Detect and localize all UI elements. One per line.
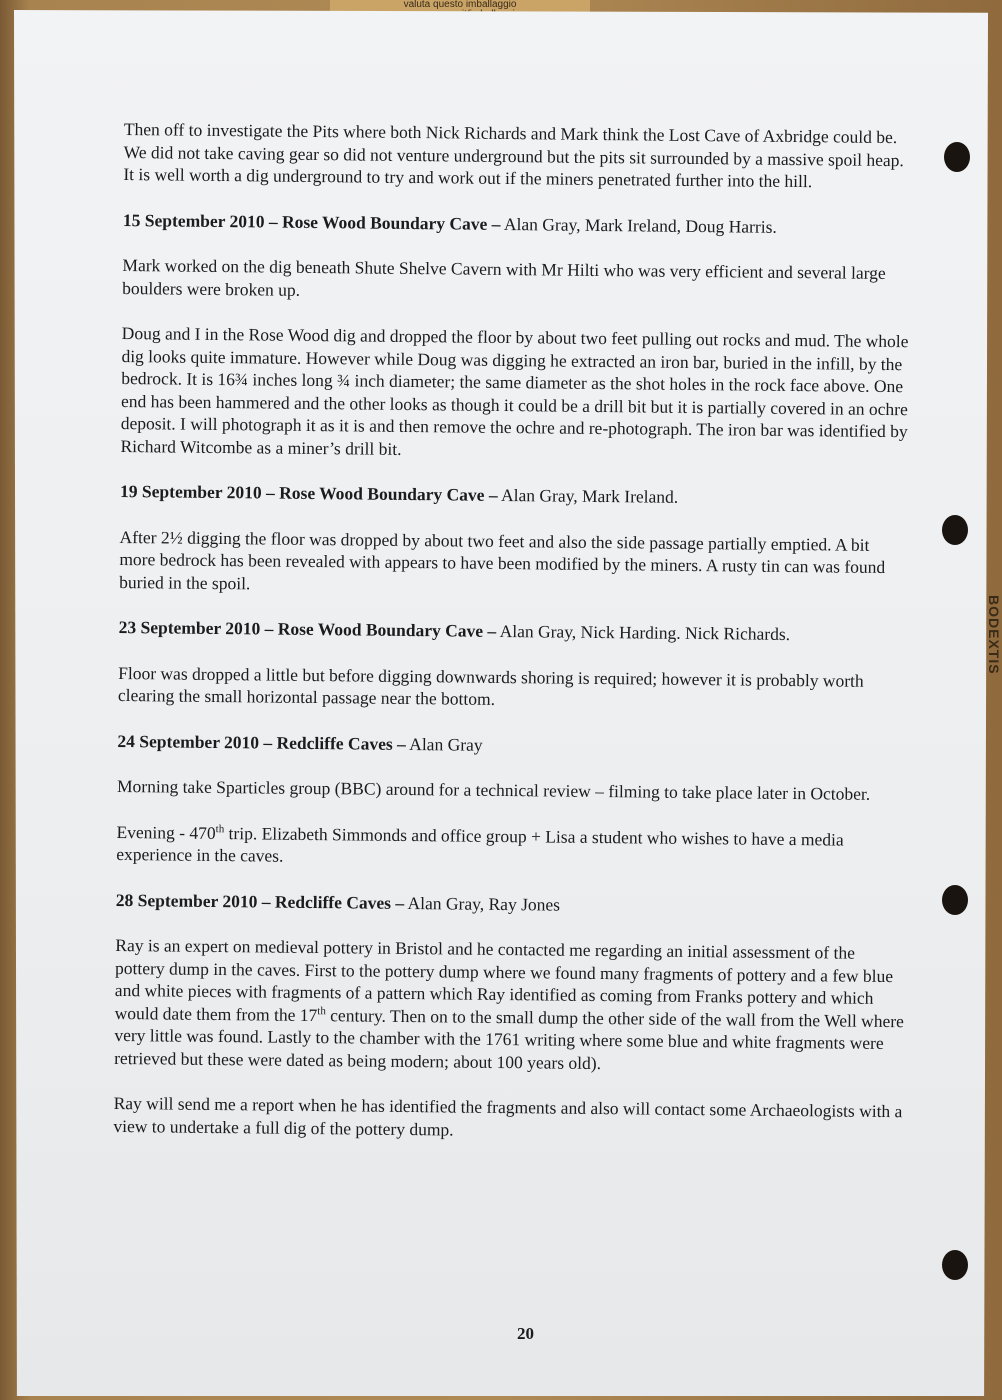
page-number: 20 bbox=[517, 1324, 534, 1343]
entry-people: Alan Gray bbox=[405, 733, 483, 755]
punch-hole-1 bbox=[944, 142, 970, 172]
punch-hole-4 bbox=[942, 1250, 968, 1280]
entry-paragraph: After 2½ digging the floor was dropped by about two feet and also the side passage partially emptied. A bit more bedrock has been revealed with appears to have been modified by the miners. A rusty tin can was found buried in the spoil. bbox=[119, 526, 886, 593]
entry-19-sept bbox=[119, 480, 910, 601]
evening-ordinal-suffix: th bbox=[215, 822, 225, 835]
evening-paragraph bbox=[116, 820, 906, 873]
entry-paragraph: Floor was dropped a little but before digging downwards shoring is required; however it is probably worth clearing the small horizontal passage near the bottom. bbox=[117, 662, 864, 709]
pottery-text-post: century. Then on to the small dump the other side of the wall from the Well where very little was found. Lastly to the chamber with the 1761 writing where some blue and white fragments were retrieved but these were dated as being modern; about 100 years old). bbox=[114, 1004, 904, 1073]
entry-people: Alan Gray, Mark Ireland. bbox=[497, 484, 679, 507]
entry-paragraph: Ray will send me a report when he has identified the fragments and also will contact some Archaeologists with a view to undertake a full dig of the pottery dump. bbox=[113, 1092, 903, 1140]
entry-people: Alan Gray, Mark Ireland, Doug Harris. bbox=[500, 213, 777, 237]
entry-people: Alan Gray, Ray Jones bbox=[404, 892, 561, 915]
intro-paragraph: Then off to investigate the Pits where both Nick Richards and Mark think the Lost Cave of Axbridge could be. We did not take caving gear so did not venture underground but the pits sit surrounded by a massive spoil heap. It is well worth a dig underground to try and work out if the miners penetrated further into the hill. bbox=[123, 118, 904, 192]
entry-heading bbox=[117, 729, 907, 760]
entry-date-site: 19 September 2010 – Rose Wood Boundary Cave – bbox=[119, 480, 498, 505]
entry-heading bbox=[119, 616, 909, 647]
entry-heading bbox=[120, 480, 910, 511]
entry-paragraph: Morning take Sparticles group (BBC) around for a technical review – filming to take place later in October. bbox=[116, 775, 871, 804]
entry-15-sept bbox=[120, 208, 913, 465]
punch-hole-2 bbox=[942, 515, 968, 545]
entry-date-site: 23 September 2010 – Rose Wood Boundary Cave – bbox=[118, 616, 497, 641]
entry-people: Alan Gray, Nick Harding. Nick Richards. bbox=[496, 620, 791, 645]
document-body bbox=[113, 118, 914, 1168]
entry-28-sept bbox=[113, 888, 906, 1145]
entry-paragraph: Mark worked on the dig beneath Shute Shelve Cavern with Mr Hilti who was very efficient and several large boulders were broken up. bbox=[122, 254, 886, 300]
century-ordinal-suffix: th bbox=[317, 1004, 326, 1017]
entry-paragraph bbox=[114, 934, 905, 1077]
pottery-text-pre: Ray is an expert on medieval pottery in Bristol and he contacted me regarding an initial assessment of the pottery dump in the caves. First to the pottery dump where we found many fragments of pottery and a few blue and white pieces with fragments of a pattern which Ray identified as coming from Franks pottery and which would date them from the 17 bbox=[114, 934, 894, 1025]
entry-paragraph: Doug and I in the Rose Wood dig and dropped the floor by about two feet pulling out rocks and mud. The whole dig looks quite immature. However while Doug was digging he extracted an iron bar, buried in the infill, by the bedrock. It is 16¾ inches long ¾ inch diameter; the same diameter as the shot holes in the rock face above. One end has been hammered and the other looks as though it could be a drill bit but it is partially covered in an ochre deposit. I will photograph it as it is and then remove the ochre and re-photograph. The iron bar was identified by Richard Witcombe as a miner’s drill bit. bbox=[120, 322, 909, 459]
entry-heading bbox=[116, 888, 906, 919]
background-edge-label bbox=[986, 595, 1002, 775]
strip-line-1: valuta questo imballaggio bbox=[403, 0, 517, 10]
entry-24-sept bbox=[116, 729, 907, 873]
entry-date-site: 28 September 2010 – Redcliffe Caves – bbox=[115, 889, 405, 913]
entry-heading bbox=[123, 208, 913, 239]
edge-text: BODEXTIS bbox=[986, 595, 1002, 675]
evening-text-pre: Evening - 470 bbox=[116, 821, 216, 843]
entry-date-site: 24 September 2010 – Redcliffe Caves – bbox=[117, 730, 406, 754]
entry-date-site: 15 September 2010 – Rose Wood Boundary Cave – bbox=[122, 209, 501, 234]
evening-text-post: trip. Elizabeth Simmonds and office group + Lisa a student who wishes to have a media experience in the caves. bbox=[116, 822, 844, 866]
punch-hole-3 bbox=[942, 885, 968, 915]
entry-23-sept bbox=[118, 616, 909, 715]
